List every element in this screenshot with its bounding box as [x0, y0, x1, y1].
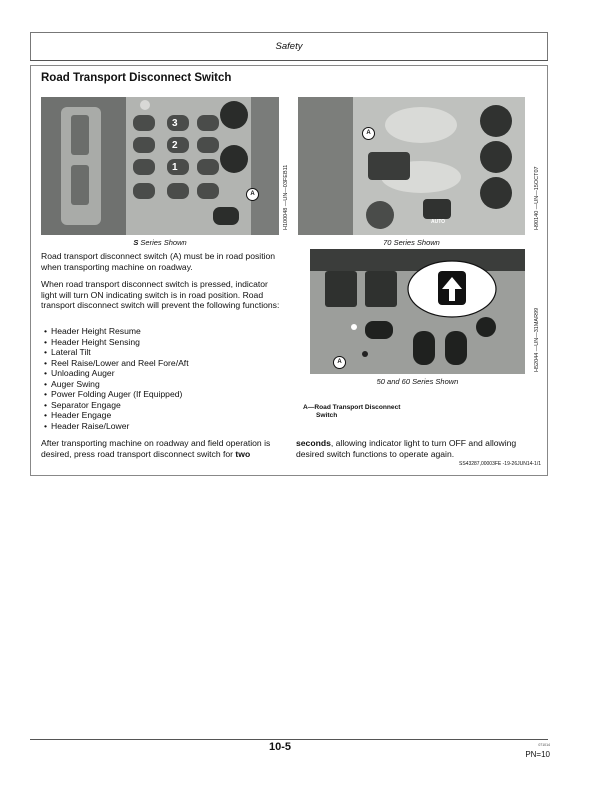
list-item-text: Separator Engage	[51, 399, 121, 410]
after-transport-text-left: After transporting machine on roadway and field operation is desired, press road transport disconnect switch for	[41, 438, 271, 459]
seventy-series-photo	[298, 97, 525, 235]
s-series-caption	[41, 238, 279, 247]
list-item	[44, 410, 284, 421]
keypad-label-3: 3	[172, 118, 178, 129]
keypad-label-2: 2	[172, 140, 178, 151]
list-item-text: Reel Raise/Lower and Reel Fore/Aft	[51, 357, 189, 368]
list-item-text: Lateral Tilt	[51, 347, 91, 357]
footer-pn: PN=10	[525, 750, 550, 759]
footer-small-code: 071014	[538, 743, 550, 747]
fifty-sixty-photo	[310, 249, 525, 374]
after-transport-bold-right: seconds	[296, 438, 331, 448]
list-item	[44, 337, 284, 348]
list-item	[44, 400, 284, 411]
seventy-series-figure-code: H90140 —UN—15OCT07	[534, 166, 540, 230]
header-divider	[30, 60, 548, 61]
s-series-caption-suffix: Series Shown	[138, 238, 187, 247]
list-item	[44, 347, 284, 358]
fifty-sixty-callout-a: A	[333, 356, 346, 369]
s-series-callout-a: A	[246, 188, 259, 201]
legend-letter: A—	[303, 404, 315, 411]
figure-legend	[303, 404, 463, 420]
s-series-console-illustration	[41, 97, 279, 235]
legend-text-line1: Road Transport Disconnect	[314, 404, 401, 411]
list-item-text: Header Raise/Lower	[51, 420, 130, 431]
after-transport-paragraph-right	[296, 438, 541, 459]
s-series-photo	[41, 97, 279, 235]
list-item	[44, 358, 284, 369]
reference-code: SS43287,00003FE -19-26JUN14-1/1	[459, 461, 541, 467]
list-item	[44, 379, 284, 390]
list-item-text: Header Height Sensing	[51, 336, 140, 347]
seventy-series-callout-a: A	[362, 127, 375, 140]
s-series-figure-code: H100048 —UN—03FEB11	[283, 164, 289, 230]
header-title: Safety	[275, 41, 303, 52]
intro-paragraph: Road transport disconnect switch (A) must be in road position when transporting machine on roadway.	[41, 251, 276, 272]
fifty-sixty-figure-code: H52044 —UN—31MAR99	[534, 307, 540, 372]
seventy-series-console-illustration	[298, 97, 525, 235]
footer-divider	[30, 739, 548, 740]
after-transport-bold-left: two	[235, 448, 251, 459]
section-title: Road Transport Disconnect Switch	[41, 72, 232, 84]
list-item-text: Header Engage	[51, 410, 112, 420]
after-transport-paragraph-left	[41, 438, 286, 459]
fifty-sixty-console-illustration	[310, 249, 525, 374]
keypad-label-1: 1	[172, 162, 178, 173]
legend-text-line2: Switch	[316, 412, 338, 419]
fifty-sixty-caption: 50 and 60 Series Shown	[376, 377, 459, 386]
disabled-functions-list	[44, 326, 284, 431]
list-item-text: Unloading Auger	[51, 368, 115, 378]
after-transport-text-right: , allowing indicator light to turn OFF and allowing desired switch functions to operate again.	[296, 438, 517, 459]
list-item	[44, 368, 284, 379]
when-pressed-paragraph: When road transport disconnect switch is pressed, indicator light will turn ON indicating switch is in road position. Road transport disconnect switch will prevent the following functions:	[41, 279, 280, 310]
list-item-text: Power Folding Auger (If Equipped)	[51, 389, 183, 399]
list-item	[44, 421, 284, 432]
list-item-text: Header Height Resume	[51, 326, 141, 336]
auto-label: AUTO	[431, 219, 446, 225]
seventy-series-caption: 70 Series Shown	[383, 238, 440, 247]
s-series-caption-prefix: S	[133, 238, 139, 247]
list-item	[44, 389, 284, 400]
list-item-text: Auger Swing	[51, 378, 100, 389]
page-number: 10-5	[268, 741, 292, 753]
list-item	[44, 326, 284, 337]
